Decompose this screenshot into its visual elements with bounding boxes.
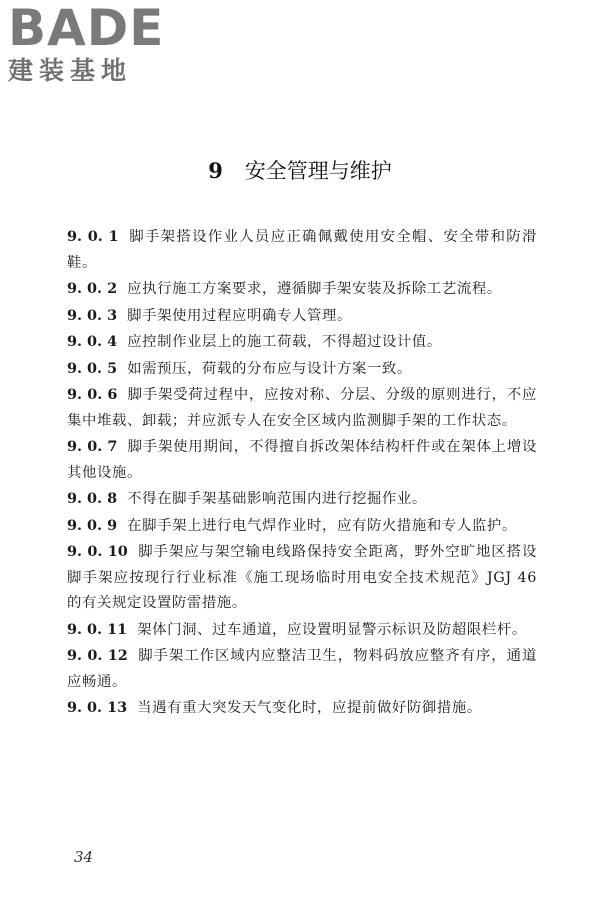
chapter-heading	[0, 156, 600, 186]
clause-text: 当遇有重大突发天气变化时，应提前做好防御措施。	[137, 700, 482, 716]
clause-number: 9. 0. 4	[67, 333, 118, 350]
clause-number: 9. 0. 3	[67, 306, 118, 324]
clause-item	[67, 356, 537, 383]
clause-number: 9. 0. 8	[67, 490, 118, 507]
clause-item	[67, 303, 537, 330]
clause-text: 架体门洞、过车通道，应设置明显警示标识及防超限栏杆。	[137, 621, 527, 638]
clause-text: 脚手架使用期间，不得擅自拆改架体结构杆件或在架体上增设其他设施。	[67, 439, 537, 481]
clause-item	[67, 329, 537, 356]
clause-number: 9. 0. 13	[67, 699, 128, 716]
page-number: 34	[74, 848, 94, 866]
clause-number: 9. 0. 5	[67, 359, 118, 377]
clause-text: 如需预压，荷载的分布应与设计方案一致。	[127, 360, 412, 377]
clause-item	[67, 276, 537, 303]
clause-text: 应控制作业层上的施工荷载，不得超过设计值。	[127, 334, 442, 350]
clause-item	[67, 643, 537, 695]
clause-number: 9. 0. 7	[67, 438, 118, 455]
clause-number: 9. 0. 11	[67, 620, 128, 638]
clause-text: 脚手架搭设作业人员应正确佩戴使用安全帽、安全带和防滑鞋。	[67, 229, 537, 271]
clause-item	[67, 434, 537, 486]
clause-number: 9. 0. 6	[67, 386, 118, 403]
clause-text: 在脚手架上进行电气焊作业时，应有防火措施和专人监护。	[127, 517, 517, 534]
clause-item	[67, 486, 537, 513]
logo-chinese-text: 建装基地	[8, 56, 133, 85]
clause-number: 9. 0. 2	[67, 280, 118, 297]
clause-item	[67, 695, 537, 722]
clause-number: 9. 0. 1	[67, 228, 119, 245]
clause-item	[67, 617, 537, 644]
clause-text: 脚手架应与架空输电线路保持安全距离，野外空旷地区搭设脚手架应按现行行业标准《施工现场临时用电安全技术规范》JGJ 46 的有关规定设置防雷措施。	[67, 544, 538, 611]
clause-number: 9. 0. 12	[67, 647, 128, 664]
logo-english-text: BADE	[8, 0, 165, 57]
clause-item	[67, 539, 537, 617]
clause-text: 脚手架使用过程应明确专人管理。	[127, 307, 352, 324]
clause-text: 不得在脚手架基础影响范围内进行挖掘作业。	[127, 491, 427, 507]
clause-item	[67, 513, 537, 540]
clause-text: 脚手架受荷过程中，应按对称、分层、分级的原则进行，不应集中堆载、卸载；并应派专人在安全区域内监测脚手架的工作状态。	[67, 387, 537, 429]
chapter-title-text: 安全管理与维护	[244, 159, 392, 183]
clause-text: 脚手架工作区域内应整洁卫生，物料码放应整齐有序，通道应畅通。	[67, 648, 538, 690]
clause-number: 9. 0. 9	[67, 516, 118, 534]
brand-logo	[8, 2, 188, 86]
clause-text: 应执行施工方案要求，遵循脚手架安装及拆除工艺流程。	[127, 281, 502, 297]
clause-item	[67, 382, 537, 434]
chapter-number: 9	[208, 158, 223, 183]
clause-number: 9. 0. 10	[67, 543, 128, 560]
clause-list	[67, 224, 537, 722]
clause-item	[67, 224, 537, 276]
